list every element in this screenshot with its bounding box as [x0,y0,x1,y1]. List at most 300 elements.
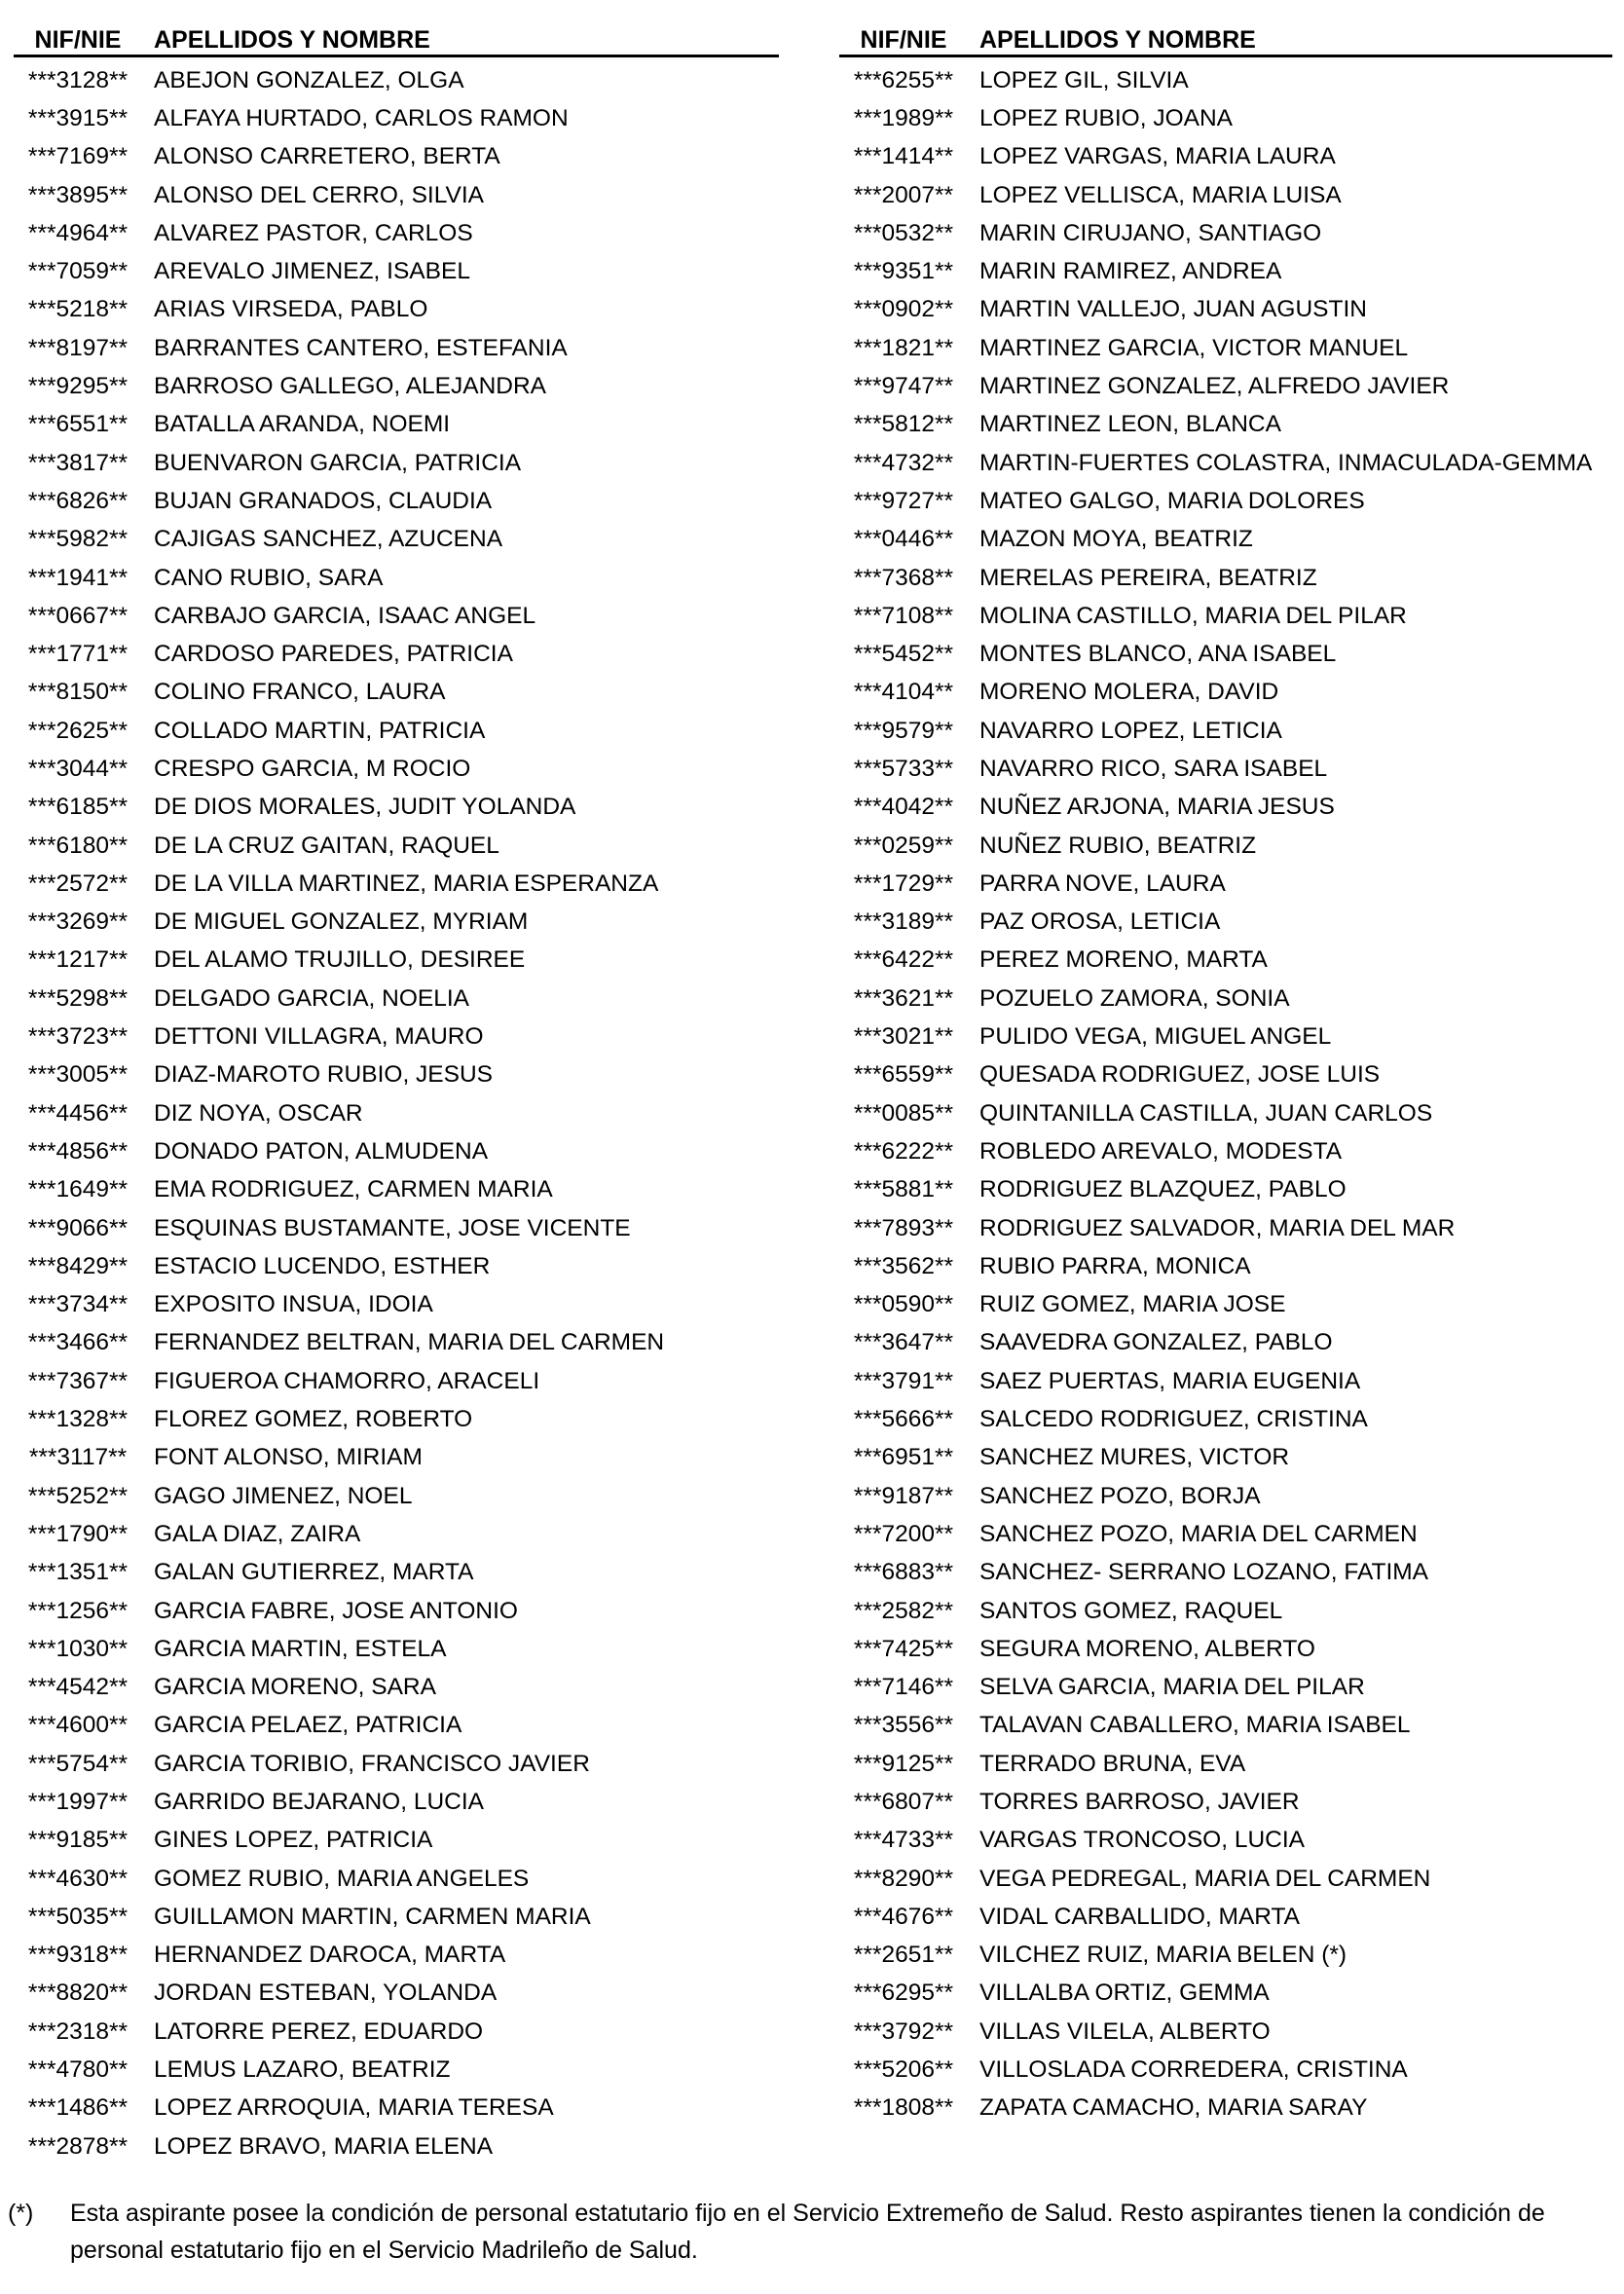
table-row [839,252,1612,290]
table-row [14,1362,779,1400]
nif-cell: ***2625** [27,717,129,744]
footnote-mark: (*) [8,2200,34,2227]
table-row [839,1860,1612,1898]
name-cell: FLOREZ GOMEZ, ROBERTO [154,1406,473,1433]
table-row [14,1094,779,1132]
name-cell: BUENVARON GARCIA, PATRICIA [154,449,522,476]
nif-cell: ***4676** [853,1903,954,1930]
table-row [14,942,779,980]
nif-cell: ***3723** [27,1023,129,1051]
name-cell: NUÑEZ ARJONA, MARIA JESUS [979,794,1335,821]
table-row [839,1018,1612,1055]
left-rows [14,61,779,2165]
table-row [839,1132,1612,1170]
table-row [14,2013,779,2051]
table-row [14,1209,779,1247]
name-cell: MARIN CIRUJANO, SANTIAGO [979,219,1322,246]
name-cell: SANCHEZ- SERRANO LOZANO, FATIMA [979,1559,1429,1586]
name-cell: QUINTANILLA CASTILLA, JUAN CARLOS [979,1099,1433,1127]
name-cell: EMA RODRIGUEZ, CARMEN MARIA [154,1176,553,1203]
nif-cell: ***5298** [27,984,129,1012]
nif-cell: ***5754** [27,1750,129,1777]
table-row [14,1898,779,1936]
name-cell: MONTES BLANCO, ANA ISABEL [979,641,1337,668]
name-cell: PEREZ MORENO, MARTA [979,946,1268,974]
table-row [14,1822,779,1860]
table-row [839,1056,1612,1094]
table-row [839,176,1612,214]
nif-cell: ***7200** [853,1520,954,1547]
table-row [839,750,1612,788]
name-cell: VILLALBA ORTIZ, GEMMA [979,1980,1270,2007]
table-row [14,1247,779,1285]
table-row [839,789,1612,827]
name-cell: CAJIGAS SANCHEZ, AZUCENA [154,526,503,553]
nif-cell: ***3269** [27,908,129,936]
nif-cell: ***9125** [853,1750,954,1777]
name-cell: TALAVAN CABALLERO, MARIA ISABEL [979,1712,1411,1739]
table-row [839,521,1612,559]
nif-cell: ***6222** [853,1137,954,1165]
table-row [14,138,779,176]
table-row [14,61,779,99]
name-cell: SAEZ PUERTAS, MARIA EUGENIA [979,1367,1361,1394]
name-cell: SANTOS GOMEZ, RAQUEL [979,1597,1283,1624]
name-cell: GOMEZ RUBIO, MARIA ANGELES [154,1865,530,1892]
nif-cell: ***3044** [27,755,129,782]
table-row [14,1056,779,1094]
table-row [14,1400,779,1438]
table-row [839,827,1612,865]
nif-cell: ***1486** [27,2094,129,2122]
nif-cell: ***5881** [853,1176,954,1203]
nif-cell: ***4856** [27,1137,129,1165]
table-row [14,1324,779,1362]
nif-cell: ***1030** [27,1635,129,1662]
name-cell: LOPEZ GIL, SILVIA [979,66,1189,93]
table-row [14,1171,779,1209]
nif-cell: ***4630** [27,1865,129,1892]
table-row [14,1554,779,1592]
name-cell: DONADO PATON, ALMUDENA [154,1137,489,1165]
name-cell: GALAN GUTIERREZ, MARTA [154,1559,474,1586]
name-cell: ALVAREZ PASTOR, CARLOS [154,219,473,246]
name-cell: GARCIA TORIBIO, FRANCISCO JAVIER [154,1750,590,1777]
name-cell: VEGA PEDREGAL, MARIA DEL CARMEN [979,1865,1431,1892]
nif-cell: ***1989** [853,104,954,131]
name-cell: DETTONI VILLAGRA, MAURO [154,1023,484,1051]
table-row [14,1630,779,1668]
name-cell: SEGURA MORENO, ALBERTO [979,1635,1315,1662]
nif-cell: ***2007** [853,181,954,208]
table-row [14,750,779,788]
table-row [14,99,779,137]
table-row [14,367,779,405]
name-cell: ABEJON GONZALEZ, OLGA [154,66,464,93]
name-cell: MERELAS PEREIRA, BEATRIZ [979,564,1317,591]
right-column [839,21,1612,2128]
nif-cell: ***9747** [853,373,954,400]
table-row [14,674,779,712]
table-row [839,1324,1612,1362]
nif-cell: ***1217** [27,946,129,974]
nif-cell: ***1821** [853,334,954,361]
nif-cell: ***7169** [27,143,129,170]
table-row [839,406,1612,444]
name-cell: JORDAN ESTEBAN, YOLANDA [154,1980,498,2007]
table-row [14,559,779,597]
nif-cell: ***6807** [853,1789,954,1815]
right-table-header [839,21,1612,57]
nif-cell: ***5252** [27,1482,129,1509]
name-cell: BUJAN GRANADOS, CLAUDIA [154,487,493,514]
nif-cell: ***4456** [27,1099,129,1127]
nif-cell: ***0259** [853,832,954,859]
table-row [839,99,1612,137]
name-cell: VILCHEZ RUIZ, MARIA BELEN (*) [979,1942,1347,1969]
nif-cell: ***3791** [853,1367,954,1394]
nif-cell: ***6180** [27,832,129,859]
name-cell: EXPOSITO INSUA, IDOIA [154,1291,433,1318]
nif-cell: ***9295** [27,373,129,400]
table-row [839,1477,1612,1515]
nif-cell: ***8290** [853,1865,954,1892]
name-cell: SAAVEDRA GONZALEZ, PABLO [979,1329,1333,1356]
name-cell: LOPEZ VARGAS, MARIA LAURA [979,143,1336,170]
name-cell: SELVA GARCIA, MARIA DEL PILAR [979,1674,1365,1701]
nif-cell: ***2582** [853,1597,954,1624]
table-row [14,865,779,903]
name-cell: GUILLAMON MARTIN, CARMEN MARIA [154,1903,591,1930]
table-row [839,559,1612,597]
table-row [14,1515,779,1553]
name-cell: DIZ NOYA, OSCAR [154,1099,363,1127]
name-cell: TERRADO BRUNA, EVA [979,1750,1246,1777]
name-cell: SANCHEZ POZO, BORJA [979,1482,1261,1509]
table-row [839,1937,1612,1975]
nif-cell: ***0446** [853,526,954,553]
name-cell: PAZ OROSA, LETICIA [979,908,1221,936]
name-cell: RUIZ GOMEZ, MARIA JOSE [979,1291,1286,1318]
nif-cell: ***5733** [853,755,954,782]
table-row [839,482,1612,520]
nif-cell: ***9351** [853,258,954,285]
nif-cell: ***2878** [27,2132,129,2160]
table-row [839,2090,1612,2128]
name-cell: SALCEDO RODRIGUEZ, CRISTINA [979,1406,1368,1433]
name-cell: CRESPO GARCIA, M ROCIO [154,755,471,782]
nif-cell: ***1771** [27,641,129,668]
table-row [14,214,779,252]
name-cell: NAVARRO LOPEZ, LETICIA [979,717,1282,744]
nif-cell: ***8150** [27,679,129,706]
name-cell: DELGADO GARCIA, NOELIA [154,984,470,1012]
table-row [839,1783,1612,1821]
nif-cell: ***4104** [853,679,954,706]
name-cell: CARDOSO PAREDES, PATRICIA [154,641,513,668]
nif-cell: ***5206** [853,2056,954,2084]
nif-cell: ***2318** [27,2017,129,2045]
table-row [14,1668,779,1706]
table-row [839,1286,1612,1324]
nif-cell: ***9066** [27,1214,129,1241]
nif-cell: ***5666** [853,1406,954,1433]
table-row [14,1477,779,1515]
nif-cell: ***4964** [27,219,129,246]
nif-cell: ***7367** [27,1367,129,1394]
nif-cell: ***7059** [27,258,129,285]
name-cell: VILLAS VILELA, ALBERTO [979,2017,1271,2045]
table-row [14,176,779,214]
name-cell: MARTINEZ GARCIA, VICTOR MANUEL [979,334,1409,361]
table-row [839,942,1612,980]
nif-cell: ***6883** [853,1559,954,1586]
name-cell: QUESADA RODRIGUEZ, JOSE LUIS [979,1061,1381,1089]
name-cell: LOPEZ RUBIO, JOANA [979,104,1234,131]
table-row [839,674,1612,712]
name-cell: FERNANDEZ BELTRAN, MARIA DEL CARMEN [154,1329,665,1356]
nif-cell: ***6185** [27,794,129,821]
nif-cell: ***8820** [27,1980,129,2007]
name-cell: DE MIGUEL GONZALEZ, MYRIAM [154,908,529,936]
name-cell: LOPEZ VELLISCA, MARIA LUISA [979,181,1342,208]
name-cell: GARCIA FABRE, JOSE ANTONIO [154,1597,518,1624]
name-cell: MATEO GALGO, MARIA DOLORES [979,487,1365,514]
table-row [14,1860,779,1898]
nif-cell: ***1414** [853,143,954,170]
footnote [8,2195,1605,2269]
table-row [839,1630,1612,1668]
name-cell: BARRANTES CANTERO, ESTEFANIA [154,334,568,361]
nif-cell: ***0902** [853,296,954,323]
name-header: APELLIDOS Y NOMBRE [154,26,430,54]
nif-cell: ***3817** [27,449,129,476]
name-cell: FONT ALONSO, MIRIAM [154,1444,423,1471]
left-table-header [14,21,779,57]
nif-cell: ***3117** [28,1444,128,1471]
nif-cell: ***8197** [27,334,129,361]
name-cell: HERNANDEZ DAROCA, MARTA [154,1942,506,1969]
nif-cell: ***6826** [27,487,129,514]
table-row [14,1975,779,2013]
nif-cell: ***1256** [27,1597,129,1624]
name-cell: ROBLEDO AREVALO, MODESTA [979,1137,1343,1165]
nif-cell: ***6551** [27,411,129,438]
name-cell: SANCHEZ MURES, VICTOR [979,1444,1290,1471]
table-row [14,1132,779,1170]
name-cell: CANO RUBIO, SARA [154,564,384,591]
table-row [839,1515,1612,1553]
nif-cell: ***5035** [27,1903,129,1930]
table-row [839,904,1612,942]
name-cell: DIAZ-MAROTO RUBIO, JESUS [154,1061,494,1089]
table-row [839,1707,1612,1745]
nif-cell: ***8429** [27,1252,129,1279]
table-row [14,2090,779,2128]
name-cell: GARCIA MORENO, SARA [154,1674,436,1701]
nif-cell: ***1351** [27,1559,129,1586]
name-cell: RODRIGUEZ SALVADOR, MARIA DEL MAR [979,1214,1456,1241]
nif-cell: ***4600** [27,1712,129,1739]
table-row [14,1439,779,1477]
nif-cell: ***3562** [853,1252,954,1279]
nif-cell: ***6295** [853,1980,954,2007]
nif-cell: ***4733** [853,1827,954,1854]
table-row [839,1247,1612,1285]
name-cell: VIDAL CARBALLIDO, MARTA [979,1903,1301,1930]
nif-cell: ***2572** [27,870,129,897]
table-row [839,635,1612,673]
name-cell: BARROSO GALLEGO, ALEJANDRA [154,373,547,400]
table-row [839,1171,1612,1209]
name-cell: SANCHEZ POZO, MARIA DEL CARMEN [979,1520,1418,1547]
nif-cell: ***9318** [27,1942,129,1969]
table-row [839,1400,1612,1438]
name-cell: VARGAS TRONCOSO, LUCIA [979,1827,1305,1854]
name-cell: ZAPATA CAMACHO, MARIA SARAY [979,2094,1368,2122]
nif-cell: ***4780** [27,2056,129,2084]
name-cell: LOPEZ BRAVO, MARIA ELENA [154,2132,494,2160]
table-row [839,1094,1612,1132]
table-row [839,291,1612,329]
table-row [14,1286,779,1324]
name-header: APELLIDOS Y NOMBRE [979,26,1256,54]
name-cell: DE LA VILLA MARTINEZ, MARIA ESPERANZA [154,870,659,897]
table-row [14,789,779,827]
nif-header: NIF/NIE [860,26,947,54]
name-cell: TORRES BARROSO, JAVIER [979,1789,1300,1815]
table-row [14,252,779,290]
table-row [839,1209,1612,1247]
table-row [14,2051,779,2089]
name-cell: DE DIOS MORALES, JUDIT YOLANDA [154,794,576,821]
nif-cell: ***5452** [853,641,954,668]
table-row [14,482,779,520]
nif-cell: ***0085** [853,1099,954,1127]
nif-cell: ***1808** [853,2094,954,2122]
name-cell: NUÑEZ RUBIO, BEATRIZ [979,832,1257,859]
table-row [14,1707,779,1745]
nif-cell: ***1997** [27,1789,129,1815]
name-cell: NAVARRO RICO, SARA ISABEL [979,755,1328,782]
name-cell: AREVALO JIMENEZ, ISABEL [154,258,470,285]
nif-cell: ***1790** [27,1520,129,1547]
table-row [14,291,779,329]
nif-cell: ***6422** [853,946,954,974]
name-cell: PULIDO VEGA, MIGUEL ANGEL [979,1023,1332,1051]
name-cell: ALONSO DEL CERRO, SILVIA [154,181,485,208]
name-cell: DE LA CRUZ GAITAN, RAQUEL [154,832,499,859]
name-cell: COLINO FRANCO, LAURA [154,679,446,706]
right-rows [839,61,1612,2128]
nif-cell: ***2651** [853,1942,954,1969]
nif-cell: ***1941** [27,564,129,591]
nif-cell: ***3915** [27,104,129,131]
name-cell: MORENO MOLERA, DAVID [979,679,1279,706]
table-row [14,1937,779,1975]
nif-cell: ***3466** [27,1329,129,1356]
table-row [839,1592,1612,1630]
table-row [839,1554,1612,1592]
name-cell: GARCIA MARTIN, ESTELA [154,1635,447,1662]
nif-cell: ***1649** [27,1176,129,1203]
nif-cell: ***3647** [853,1329,954,1356]
nif-cell: ***7368** [853,564,954,591]
name-cell: MOLINA CASTILLO, MARIA DEL PILAR [979,602,1407,629]
table-row [839,138,1612,176]
nif-cell: ***9579** [853,717,954,744]
table-row [14,406,779,444]
left-column [14,21,779,2165]
nif-cell: ***9187** [853,1482,954,1509]
nif-cell: ***5982** [27,526,129,553]
table-row [839,712,1612,750]
table-row [839,1745,1612,1783]
nif-cell: ***3621** [853,984,954,1012]
name-cell: LATORRE PEREZ, EDUARDO [154,2017,484,2045]
nif-cell: ***7108** [853,602,954,629]
name-cell: GAGO JIMENEZ, NOEL [154,1482,413,1509]
name-cell: BATALLA ARANDA, NOEMI [154,411,451,438]
nif-cell: ***3792** [853,2017,954,2045]
nif-header: NIF/NIE [34,26,122,54]
name-cell: GARCIA PELAEZ, PATRICIA [154,1712,462,1739]
table-row [839,980,1612,1018]
table-row [839,1822,1612,1860]
name-cell: GALA DIAZ, ZAIRA [154,1520,361,1547]
nif-cell: ***4732** [853,449,954,476]
table-row [839,597,1612,635]
nif-cell: ***9727** [853,487,954,514]
table-row [839,1668,1612,1706]
table-row [839,61,1612,99]
table-row [839,865,1612,903]
name-cell: CARBAJO GARCIA, ISAAC ANGEL [154,602,536,629]
name-cell: ESQUINAS BUSTAMANTE, JOSE VICENTE [154,1214,631,1241]
nif-cell: ***0532** [853,219,954,246]
name-cell: POZUELO ZAMORA, SONIA [979,984,1290,1012]
table-row [14,1592,779,1630]
nif-cell: ***3005** [27,1061,129,1089]
nif-cell: ***3189** [853,908,954,936]
table-row [14,1745,779,1783]
name-cell: MARIN RAMIREZ, ANDREA [979,258,1282,285]
table-row [14,712,779,750]
table-row [14,1783,779,1821]
table-row [839,2051,1612,2089]
table-row [14,2128,779,2165]
name-cell: ESTACIO LUCENDO, ESTHER [154,1252,491,1279]
nif-cell: ***7425** [853,1635,954,1662]
nif-cell: ***0667** [27,602,129,629]
name-cell: COLLADO MARTIN, PATRICIA [154,717,486,744]
name-cell: PARRA NOVE, LAURA [979,870,1226,897]
table-row [839,329,1612,367]
name-cell: GINES LOPEZ, PATRICIA [154,1827,433,1854]
name-cell: LOPEZ ARROQUIA, MARIA TERESA [154,2094,554,2122]
nif-cell: ***3128** [27,66,129,93]
nif-cell: ***5218** [27,296,129,323]
nif-cell: ***3021** [853,1023,954,1051]
name-cell: DEL ALAMO TRUJILLO, DESIREE [154,946,526,974]
table-row [839,2013,1612,2051]
table-row [14,904,779,942]
table-row [14,521,779,559]
nif-cell: ***6255** [853,66,954,93]
name-cell: MARTIN-FUERTES COLASTRA, INMACULADA-GEMMA [979,449,1593,476]
name-cell: ALFAYA HURTADO, CARLOS RAMON [154,104,569,131]
name-cell: MAZON MOYA, BEATRIZ [979,526,1253,553]
